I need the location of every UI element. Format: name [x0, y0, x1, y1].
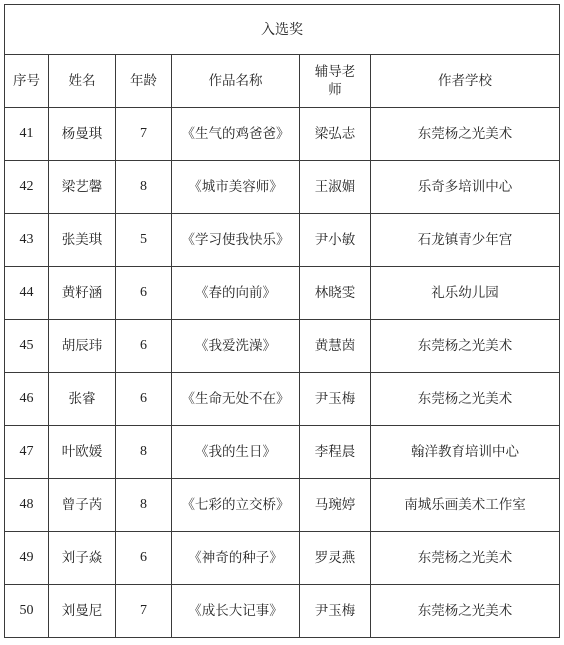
cell-age: 6 — [116, 532, 172, 585]
cell-work: 《城市美容师》 — [172, 161, 300, 214]
cell-work: 《生命无处不在》 — [172, 373, 300, 426]
table-row — [5, 320, 560, 373]
cell-age: 6 — [116, 373, 172, 426]
cell-work: 《春的向前》 — [172, 267, 300, 320]
cell-num: 42 — [5, 161, 49, 214]
cell-num: 50 — [5, 585, 49, 638]
table-row — [5, 585, 560, 638]
cell-age: 8 — [116, 426, 172, 479]
cell-teacher: 罗灵燕 — [300, 532, 371, 585]
cell-work: 《七彩的立交桥》 — [172, 479, 300, 532]
cell-school: 东莞杨之光美术 — [371, 585, 560, 638]
table-row — [5, 108, 560, 161]
cell-school: 东莞杨之光美术 — [371, 320, 560, 373]
cell-name: 黄籽涵 — [49, 267, 116, 320]
cell-work: 《我爱洗澡》 — [172, 320, 300, 373]
cell-name: 张睿 — [49, 373, 116, 426]
cell-work: 《学习使我快乐》 — [172, 214, 300, 267]
cell-age: 8 — [116, 479, 172, 532]
cell-num: 46 — [5, 373, 49, 426]
cell-num: 44 — [5, 267, 49, 320]
title-row — [5, 5, 560, 55]
header-work: 作品名称 — [172, 55, 300, 108]
cell-num: 47 — [5, 426, 49, 479]
header-age: 年龄 — [116, 55, 172, 108]
table-row — [5, 479, 560, 532]
cell-teacher: 梁弘志 — [300, 108, 371, 161]
header-num: 序号 — [5, 55, 49, 108]
cell-teacher: 林晓雯 — [300, 267, 371, 320]
cell-name: 刘子焱 — [49, 532, 116, 585]
cell-school: 东莞杨之光美术 — [371, 373, 560, 426]
table-row — [5, 426, 560, 479]
cell-name: 梁艺馨 — [49, 161, 116, 214]
award-table — [4, 4, 560, 638]
header-school: 作者学校 — [371, 55, 560, 108]
cell-work: 《我的生日》 — [172, 426, 300, 479]
cell-num: 41 — [5, 108, 49, 161]
cell-age: 7 — [116, 108, 172, 161]
cell-school: 乐奇多培训中心 — [371, 161, 560, 214]
cell-name: 张美琪 — [49, 214, 116, 267]
cell-name: 胡辰玮 — [49, 320, 116, 373]
cell-teacher: 黄慧茵 — [300, 320, 371, 373]
table-row — [5, 267, 560, 320]
cell-school: 东莞杨之光美术 — [371, 532, 560, 585]
table-row — [5, 532, 560, 585]
cell-age: 6 — [116, 320, 172, 373]
header-teacher: 辅导老师 — [300, 55, 371, 108]
cell-school: 翰洋教育培训中心 — [371, 426, 560, 479]
cell-teacher: 王淑媚 — [300, 161, 371, 214]
cell-num: 48 — [5, 479, 49, 532]
cell-name: 叶欧媛 — [49, 426, 116, 479]
cell-num: 43 — [5, 214, 49, 267]
cell-age: 7 — [116, 585, 172, 638]
table-row — [5, 214, 560, 267]
cell-teacher: 尹玉梅 — [300, 373, 371, 426]
cell-name: 杨曼琪 — [49, 108, 116, 161]
header-row — [5, 55, 560, 108]
cell-school: 东莞杨之光美术 — [371, 108, 560, 161]
header-name: 姓名 — [49, 55, 116, 108]
table-title: 入选奖 — [5, 5, 560, 55]
cell-school: 礼乐幼儿园 — [371, 267, 560, 320]
cell-school: 南城乐画美术工作室 — [371, 479, 560, 532]
cell-name: 曾子芮 — [49, 479, 116, 532]
cell-teacher: 尹小敏 — [300, 214, 371, 267]
cell-age: 8 — [116, 161, 172, 214]
cell-age: 5 — [116, 214, 172, 267]
table-row — [5, 373, 560, 426]
cell-teacher: 李程晨 — [300, 426, 371, 479]
cell-num: 45 — [5, 320, 49, 373]
cell-work: 《成长大记事》 — [172, 585, 300, 638]
cell-work: 《生气的鸡爸爸》 — [172, 108, 300, 161]
cell-school: 石龙镇青少年宫 — [371, 214, 560, 267]
cell-num: 49 — [5, 532, 49, 585]
cell-name: 刘曼尼 — [49, 585, 116, 638]
cell-teacher: 尹玉梅 — [300, 585, 371, 638]
table-row — [5, 161, 560, 214]
cell-work: 《神奇的种子》 — [172, 532, 300, 585]
cell-teacher: 马琬婷 — [300, 479, 371, 532]
cell-age: 6 — [116, 267, 172, 320]
